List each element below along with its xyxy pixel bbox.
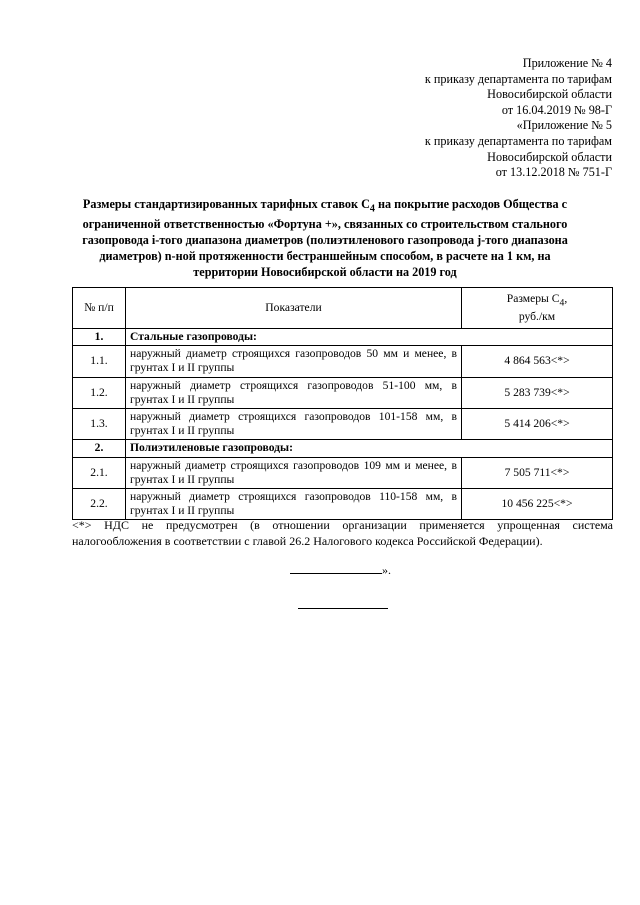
header-value-text: Размеры С	[506, 291, 560, 305]
header-value-comma: ,	[564, 291, 568, 305]
group-title: Полиэтиленовые газопроводы:	[126, 440, 613, 457]
row-value: 10 456 225<*>	[462, 489, 613, 520]
title-text-end: на покрытие расходов Общества с ограниченной ответственностью «Фортуна +», связанных со строительством стального газопровода i-того диапазона диаметров (полиэтиленового газопровода j-того диапазона диаметров) n-ной протяженности бестраншейным способом, в расчете на 1 км, на территории Новосибирской области на 2019 год	[82, 197, 568, 279]
title-subscript: 4	[369, 203, 375, 215]
header-number: № п/п	[73, 288, 126, 329]
group-row	[73, 440, 613, 457]
header-indicator: Показатели	[126, 288, 462, 329]
row-number: 2.1.	[73, 457, 126, 488]
table-header-row	[73, 288, 613, 329]
row-value: 5 283 739<*>	[462, 377, 613, 408]
row-description: наружный диаметр строящихся газопроводов 101-158 мм, в грунтах I и II группы	[126, 409, 462, 440]
row-number: 1.3.	[73, 409, 126, 440]
signature-line	[290, 563, 382, 574]
appendix-line: «Приложение № 5	[516, 118, 612, 133]
row-number: 1.1.	[73, 346, 126, 377]
header-value-subscript: 4	[559, 296, 565, 308]
closing-mark	[290, 563, 391, 578]
end-divider	[298, 608, 388, 609]
appendix-line: Новосибирской области	[487, 87, 612, 102]
document-title	[70, 197, 580, 280]
appendix-line: к приказу департамента по тарифам	[424, 71, 612, 86]
header-value-unit: руб./км	[518, 310, 556, 324]
row-description: наружный диаметр строящихся газопроводов 50 мм и менее, в грунтах I и II группы	[126, 346, 462, 377]
table-row	[73, 377, 613, 408]
group-row	[73, 329, 613, 346]
row-value: 5 414 206<*>	[462, 409, 613, 440]
rates-table	[72, 287, 613, 520]
group-number: 2.	[73, 440, 126, 457]
appendix-line: от 16.04.2019 № 98-Г	[501, 102, 612, 117]
footnote: <*> НДС не предусмотрен (в отношении организации применяется упрощенная система налогообложения в соответствии с главой 26.2 Налогового кодекса Российской Федерации).	[72, 518, 613, 548]
header-value	[462, 288, 613, 329]
title-text-start: Размеры стандартизированных тарифных ставок С	[82, 197, 370, 211]
row-number: 2.2.	[73, 489, 126, 520]
row-description: наружный диаметр строящихся газопроводов 51-100 мм, в грунтах I и II группы	[126, 377, 462, 408]
appendix-line: от 13.12.2018 № 751-Г	[495, 165, 612, 180]
table-row	[73, 489, 613, 520]
appendix-line: к приказу департамента по тарифам	[424, 133, 612, 148]
group-title: Стальные газопроводы:	[126, 329, 613, 346]
table-row	[73, 346, 613, 377]
row-value: 4 864 563<*>	[462, 346, 613, 377]
closing-quote: ».	[382, 563, 391, 577]
appendix-line: Новосибирской области	[487, 149, 612, 164]
table-row	[73, 457, 613, 488]
table-row	[73, 409, 613, 440]
appendix-header	[425, 56, 612, 181]
row-description: наружный диаметр строящихся газопроводов 109 мм и менее, в грунтах I и II группы	[126, 457, 462, 488]
row-description: наружный диаметр строящихся газопроводов 110-158 мм, в грунтах I и II группы	[126, 489, 462, 520]
row-number: 1.2.	[73, 377, 126, 408]
appendix-line: Приложение № 4	[522, 56, 612, 70]
group-number: 1.	[73, 329, 126, 346]
row-value: 7 505 711<*>	[462, 457, 613, 488]
